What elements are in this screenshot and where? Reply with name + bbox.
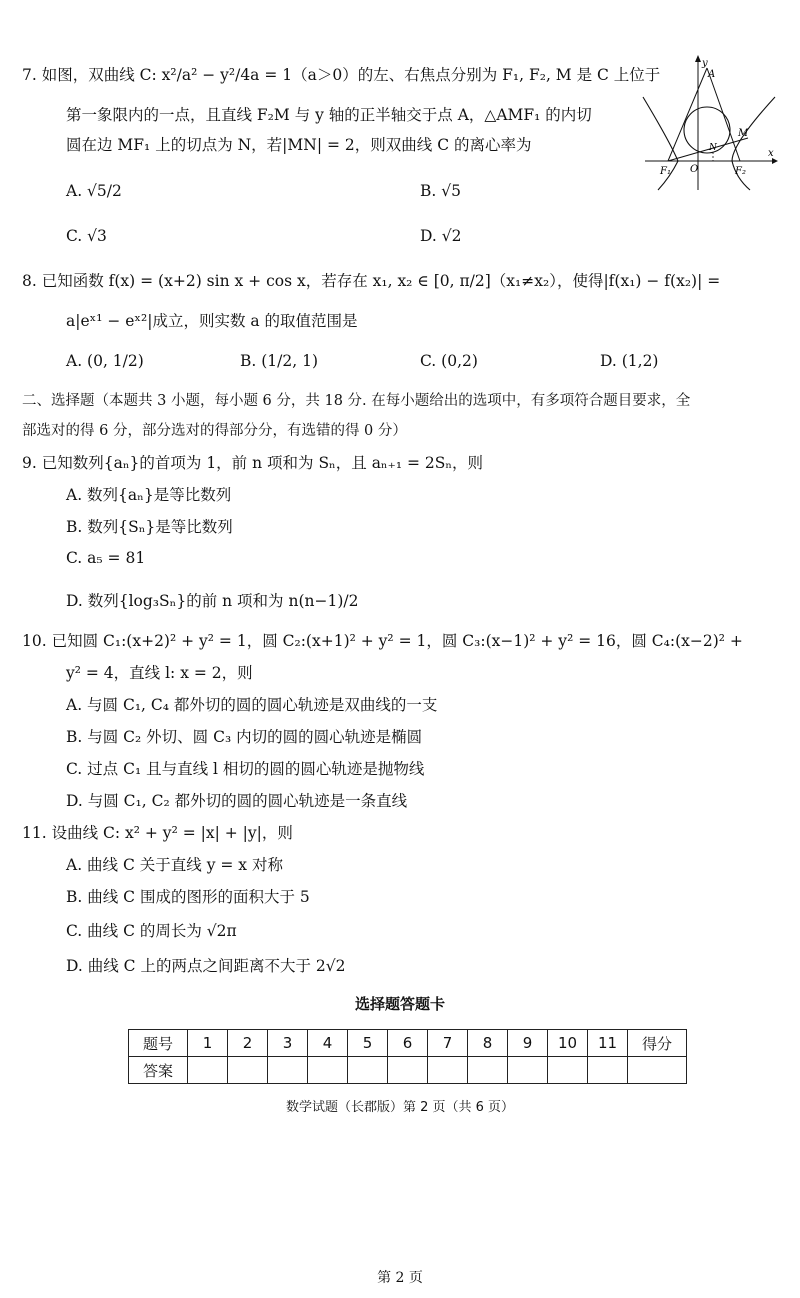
answer-card-number: 10: [548, 1030, 588, 1057]
answer-cell[interactable]: [508, 1057, 548, 1084]
q8-line2: a|eˣ¹ − eˣ²|成立，则实数 a 的取值范围是: [66, 312, 358, 330]
answer-cell[interactable]: [588, 1057, 628, 1084]
q10-option-d: D. 与圆 C₁, C₂ 都外切的圆的圆心轨迹是一条直线: [66, 792, 408, 810]
q7-line3: 圆在边 MF₁ 上的切点为 N，若|MN| = 2，则双曲线 C 的离心率为: [66, 136, 532, 154]
answer-card-number: 7: [428, 1030, 468, 1057]
answer-cell[interactable]: [388, 1057, 428, 1084]
q8-option-d: D. (1,2): [600, 352, 659, 370]
answer-cell[interactable]: [188, 1057, 228, 1084]
q10-option-a: A. 与圆 C₁, C₄ 都外切的圆的圆心轨迹是双曲线的一支: [66, 696, 438, 714]
q11-stem: 11. 设曲线 C: x² + y² = |x| + |y|，则: [22, 824, 293, 842]
answer-cell[interactable]: [428, 1057, 468, 1084]
q10-line1: 10. 已知圆 C₁:(x+2)² + y² = 1，圆 C₂:(x+1)² + y² = 1，圆 C₃:(x−1)² + y² = 16，圆 C₄:(x−2)² +: [22, 632, 743, 650]
page-footer: 数学试题（长郡版）第 2 页（共 6 页）: [285, 1100, 515, 1115]
q11-option-b: B. 曲线 C 围成的图形的面积大于 5: [66, 888, 310, 906]
label-m: M: [738, 128, 749, 139]
q9-stem: 9. 已知数列{aₙ}的首项为 1，前 n 项和为 Sₙ，且 aₙ₊₁ = 2Sₙ，则: [22, 454, 484, 472]
answer-cell[interactable]: [468, 1057, 508, 1084]
answer-card-number: 11: [588, 1030, 628, 1057]
page-number: 第 2 页: [377, 1270, 423, 1286]
q8-option-c: C. (0,2): [420, 352, 478, 370]
q10-option-c: C. 过点 C₁ 且与直线 l 相切的圆的圆心轨迹是抛物线: [66, 760, 425, 778]
answer-card-table: [128, 1029, 687, 1084]
answer-card-title: 选择题答题卡: [354, 995, 445, 1013]
answer-card-number: 9: [508, 1030, 548, 1057]
label-o: O: [690, 164, 699, 175]
answer-cell[interactable]: [308, 1057, 348, 1084]
answer-card-number: 8: [468, 1030, 508, 1057]
q7-option-a: A. √5/2: [66, 182, 122, 200]
q8-option-a: A. (0, 1/2): [66, 352, 144, 370]
q8-option-b: B. (1/2, 1): [240, 352, 318, 370]
q9-option-d: D. 数列{log₃Sₙ}的前 n 项和为 n(n−1)/2: [66, 592, 359, 610]
q8-line1: 8. 已知函数 f(x) = (x+2) sin x + cos x，若存在 x₁, x₂ ∈ [0, π/2]（x₁≠x₂），使得|f(x₁) − f(x₂)| =: [22, 272, 721, 290]
line-f1-a: [668, 68, 707, 161]
answer-cell[interactable]: [348, 1057, 388, 1084]
q9-option-c: C. a₅ = 81: [66, 549, 146, 567]
q10-line2: y² = 4，直线 l: x = 2，则: [66, 664, 253, 682]
q7-line1: 7. 如图，双曲线 C: x²/a² − y²/4a = 1（a＞0）的左、右焦点分别为 F₁, F₂, M 是 C 上位于: [22, 66, 661, 84]
label-n: N: [709, 143, 717, 153]
answer-card-number: 5: [348, 1030, 388, 1057]
answer-card-row-answers: [129, 1057, 687, 1084]
answer-cell[interactable]: [228, 1057, 268, 1084]
answer-card-number: 6: [388, 1030, 428, 1057]
answer-cell[interactable]: [268, 1057, 308, 1084]
q10-option-b: B. 与圆 C₂ 外切、圆 C₃ 内切的圆的圆心轨迹是椭圆: [66, 728, 423, 746]
label-x: x: [768, 148, 774, 159]
answer-card-number: 2: [228, 1030, 268, 1057]
hyperbola-figure: [640, 52, 780, 192]
q11-option-a: A. 曲线 C 关于直线 y = x 对称: [66, 856, 283, 874]
answer-card-answer-label: 答案: [129, 1057, 188, 1084]
section2-header-line2: 部选对的得 6 分，部分选对的得部分分，有选错的得 0 分）: [22, 423, 407, 439]
q7-line2: 第一象限内的一点，且直线 F₂M 与 y 轴的正半轴交于点 A，△AMF₁ 的内切: [66, 106, 592, 124]
q7-option-c: C. √3: [66, 227, 107, 245]
answer-card-number-label: 题号: [129, 1030, 188, 1057]
label-y: y: [702, 58, 708, 69]
answer-card-score-label: 得分: [628, 1030, 687, 1057]
q9-option-b: B. 数列{Sₙ}是等比数列: [66, 518, 233, 536]
label-f1: F₁: [660, 166, 671, 177]
score-cell[interactable]: [628, 1057, 687, 1084]
q11-option-c: C. 曲线 C 的周长为 √2π: [66, 922, 237, 940]
answer-card-number: 1: [188, 1030, 228, 1057]
answer-cell[interactable]: [548, 1057, 588, 1084]
q7-option-d: D. √2: [420, 227, 462, 245]
section2-header-line1: 二、选择题（本题共 3 小题，每小题 6 分，共 18 分. 在每小题给出的选项中，有多项符合题目要求，全: [22, 393, 691, 409]
q11-option-d: D. 曲线 C 上的两点之间距离不大于 2√2: [66, 957, 346, 975]
y-axis-arrow: [695, 55, 701, 62]
q9-option-a: A. 数列{aₙ}是等比数列: [66, 486, 232, 504]
answer-card-row-numbers: [129, 1030, 687, 1057]
answer-card-number: 3: [268, 1030, 308, 1057]
answer-card-number: 4: [308, 1030, 348, 1057]
label-a: A: [708, 69, 716, 80]
label-f2: F₂: [735, 166, 746, 177]
q7-option-b: B. √5: [420, 182, 461, 200]
